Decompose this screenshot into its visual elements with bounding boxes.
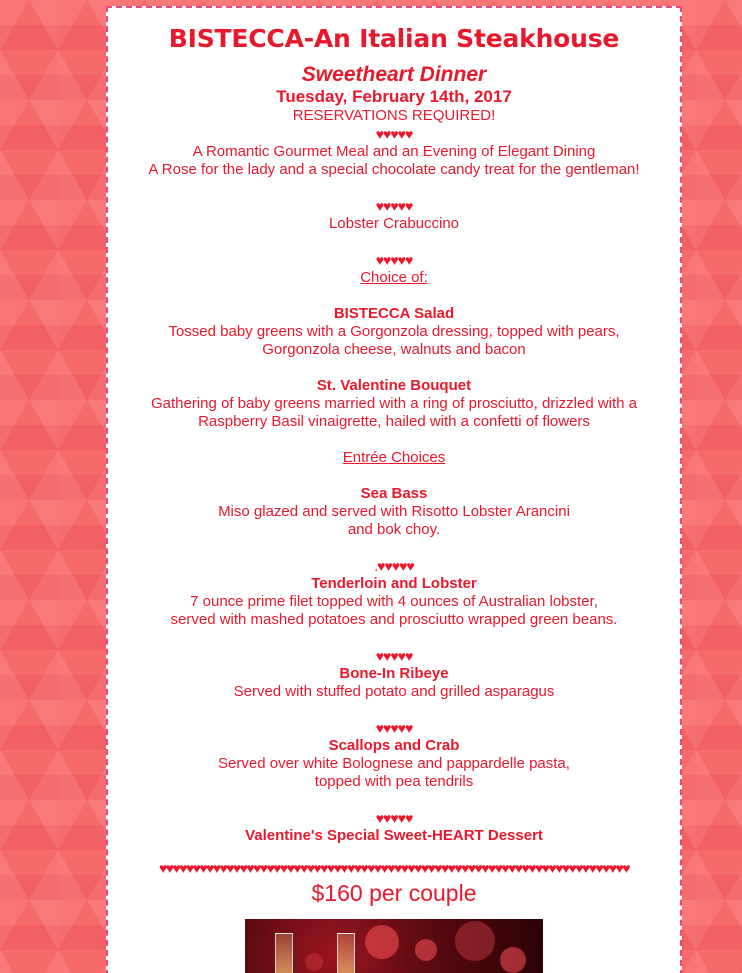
intro-line-1: A Romantic Gourmet Meal and an Evening of Elegant Dining (192, 143, 596, 160)
entree-name: Bone-In Ribeye (339, 665, 449, 682)
hearts-divider: ♥♥♥♥♥ (375, 126, 413, 142)
event-date: Tuesday, February 14th, 2017 (276, 87, 512, 106)
entree-heading: Entrée Choices (342, 449, 446, 466)
hearts-divider: ♥♥♥♥♥ (375, 252, 413, 268)
champagne-glass-icon (337, 933, 355, 973)
champagne-photo (245, 919, 543, 973)
dessert-name: Valentine's Special Sweet-HEART Dessert (245, 827, 543, 844)
menu-card (106, 6, 682, 973)
hearts-row: ♥♥♥♥♥♥♥♥♥♥♥♥♥♥♥♥♥♥♥♥♥♥♥♥♥♥♥♥♥♥♥♥♥♥♥♥♥♥♥♥♥♥♥♥♥♥♥♥♥♥♥♥♥♥♥♥♥♥♥♥♥♥♥♥♥♥♥♥♥♥ (159, 860, 629, 876)
entree-name: Tenderloin and Lobster (311, 575, 477, 592)
hearts-divider: .♥♥♥♥♥ (374, 558, 414, 574)
salad-description: Gathering of baby greens married with a ring of prosciutto, drizzled with a (150, 395, 638, 412)
entree-description: 7 ounce prime filet topped with 4 ounces of Australian lobster, (190, 593, 598, 610)
hearts-divider: ♥♥♥♥♥ (375, 810, 413, 826)
salad-name: St. Valentine Bouquet (316, 377, 472, 394)
restaurant-title: BISTECCA-An Italian Steakhouse (168, 24, 620, 53)
event-subtitle: Sweetheart Dinner (301, 63, 487, 86)
entree-description: served with mashed potatoes and prosciutto wrapped green beans. (170, 611, 618, 628)
entree-description: topped with pea tendrils (314, 773, 474, 790)
salad-description: Raspberry Basil vinaigrette, hailed with a confetti of flowers (198, 413, 590, 430)
entree-description: Miso glazed and served with Risotto Lobster Arancini (218, 503, 570, 520)
salad-description: Gorgonzola cheese, walnuts and bacon (262, 341, 526, 358)
choice-heading: Choice of: (360, 269, 428, 286)
entree-name: Sea Bass (360, 485, 428, 502)
entree-name: Scallops and Crab (328, 737, 460, 754)
reservations-notice: RESERVATIONS REQUIRED! (292, 107, 496, 124)
hearts-divider: ♥♥♥♥♥ (375, 720, 413, 736)
champagne-glass-icon (275, 933, 293, 973)
intro-line-2: A Rose for the lady and a special chocolate candy treat for the gentleman! (148, 161, 640, 178)
entree-description: and bok choy. (347, 521, 441, 538)
salad-name: BISTECCA Salad (333, 305, 455, 322)
entree-description: Served with stuffed potato and grilled asparagus (233, 683, 555, 700)
price: $160 per couple (311, 880, 477, 906)
first-course: Lobster Crabuccino (328, 215, 460, 232)
hearts-divider: ♥♥♥♥♥ (375, 648, 413, 664)
salad-description: Tossed baby greens with a Gorgonzola dressing, topped with pears, (168, 323, 620, 340)
hearts-divider: ♥♥♥♥♥ (375, 198, 413, 214)
entree-description: Served over white Bolognese and pappardelle pasta, (218, 755, 570, 772)
